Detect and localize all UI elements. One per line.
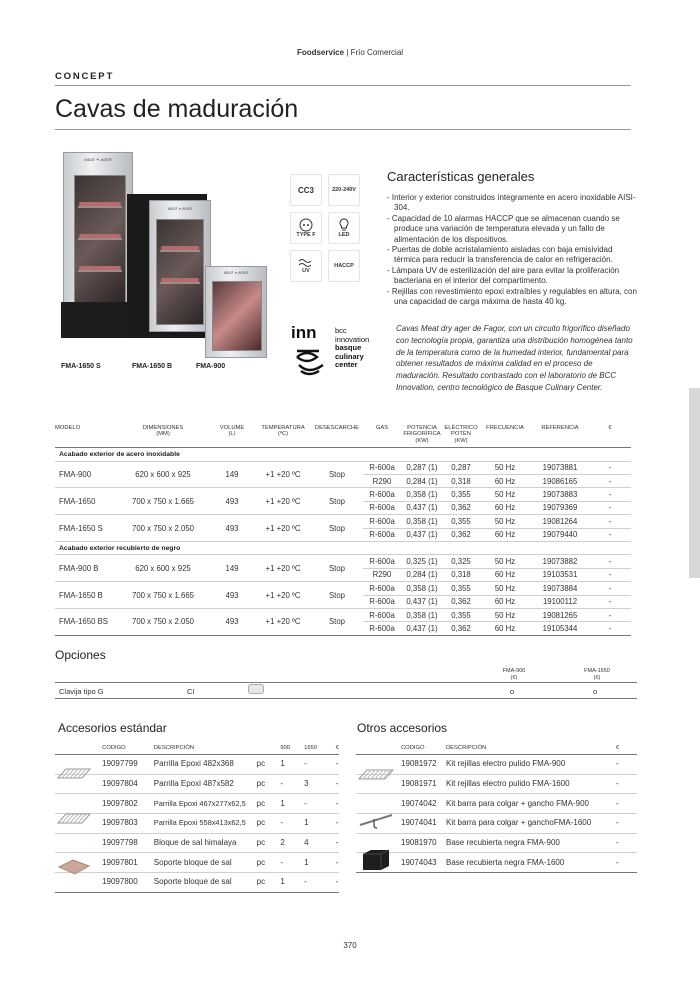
table-cell: - — [304, 873, 336, 893]
table-cell: 620 x 600 x 925 — [117, 555, 209, 582]
table-cell: - — [616, 833, 637, 853]
table-cell: 50 Hz — [479, 488, 531, 501]
fridge-fma-900 — [205, 266, 267, 358]
table-cell: - — [304, 755, 336, 775]
table-row — [55, 794, 339, 814]
table-row — [55, 853, 339, 873]
divider — [55, 129, 631, 130]
list-item: - Puertas de doble acristalamiento aisladas con baja emisividad térmica para reducir la transferencia de calor en refrigeración. — [387, 245, 613, 265]
table-cell: R-600a — [363, 515, 401, 528]
table-cell: 19073882 — [531, 555, 589, 568]
table-row — [55, 582, 631, 595]
table-cell: - — [280, 774, 304, 794]
table-cell: 19097801 — [102, 853, 154, 873]
standard-accessories-table — [55, 745, 339, 893]
options-col-fma-1650: FMA-1650 (€) — [584, 668, 610, 681]
table-cell: - — [616, 774, 637, 794]
table-cell: 1 — [280, 794, 304, 814]
table-cell: 19074041 — [401, 814, 446, 834]
product-description: Cavas Meat dry ager de Fagor, con un circuito frigorífico diseñado con tecnología propia, garantiza una distribución homogénea tanto de la temperatura como de la humedad interior, fundamental para obtener resultados de máxima calidad en el proceso de maduración. Resultado contrastado con el laboratorio de BCC Innovation, centro tecnológico de Basque Culinary Center. — [396, 324, 633, 392]
section-title: Acabado exterior recubierto de negro — [55, 541, 631, 554]
table-section-row — [55, 448, 631, 461]
table-cell: - — [336, 774, 339, 794]
table-cell: 0,325 — [443, 555, 479, 568]
table-cell: R290 — [363, 475, 401, 488]
product-image — [55, 150, 280, 365]
divider — [55, 682, 637, 683]
table-cell: R-600a — [363, 461, 401, 474]
table-cell: - — [336, 833, 339, 853]
characteristics-title: Características generales — [387, 169, 535, 184]
table-cell: 19103531 — [531, 568, 589, 581]
table-cell: pc — [257, 814, 281, 834]
col-header: FRECUENCIA — [479, 424, 531, 448]
cc3-icon: CC3 — [290, 174, 322, 206]
table-cell: 50 Hz — [479, 555, 531, 568]
table-cell: 0,287 (1) — [401, 461, 443, 474]
table-cell: 0,355 — [443, 488, 479, 501]
table-cell: - — [336, 873, 339, 893]
plug-type-f-icon: TYPE F — [290, 212, 322, 244]
table-cell: +1 +20 ºC — [255, 555, 311, 582]
table-cell: 19081971 — [401, 774, 446, 794]
table-cell: 0,355 — [443, 608, 479, 621]
table-cell: - — [336, 794, 339, 814]
table-cell: - — [616, 814, 637, 834]
table-cell: Parrilla Epoxi 487x582 — [154, 774, 257, 794]
table-cell: pc — [257, 833, 281, 853]
table-cell: 0,284 (1) — [401, 568, 443, 581]
table-cell: - — [589, 501, 631, 514]
table-cell: - — [589, 595, 631, 608]
table-cell: Stop — [311, 608, 363, 635]
table-cell: Soporte bloque de sal — [154, 873, 257, 893]
table-cell: +1 +20 ºC — [255, 582, 311, 609]
col-header: REFERENCIA — [531, 424, 589, 448]
hanging-bar-icon — [358, 809, 394, 833]
table-cell: +1 +20 ºC — [255, 461, 311, 488]
table-cell: - — [336, 755, 339, 775]
col-header: DESCRIPCIÓN — [154, 745, 257, 755]
table-cell: 700 x 750 x 2.050 — [117, 608, 209, 635]
brand-header — [0, 48, 700, 57]
black-base-icon — [361, 848, 391, 872]
table-cell: 19097804 — [102, 774, 154, 794]
table-cell: Stop — [311, 515, 363, 542]
standard-accessories-title: Accesorios estándar — [58, 721, 167, 735]
table-cell: R-600a — [363, 555, 401, 568]
table-cell: 493 — [209, 608, 255, 635]
table-cell: - — [589, 488, 631, 501]
table-cell: FMA-900 — [55, 461, 117, 488]
table-cell: R-600a — [363, 488, 401, 501]
table-cell: pc — [257, 794, 281, 814]
table-cell: - — [589, 475, 631, 488]
table-cell: - — [589, 622, 631, 635]
table-cell: 700 x 750 x 2.050 — [117, 515, 209, 542]
option-code: CI — [187, 687, 195, 696]
col-header: ELÉCTRICO POTEN (KW) — [443, 424, 479, 448]
table-cell: R-600a — [363, 501, 401, 514]
table-cell: 700 x 750 x 1.665 — [117, 488, 209, 515]
thumb-cell — [55, 833, 102, 853]
meat-ager-logo: MEAT ✦ AGER — [84, 157, 112, 162]
table-row — [356, 755, 637, 775]
table-cell: 0,362 — [443, 622, 479, 635]
table-cell: - — [280, 853, 304, 873]
grill-rack-icon — [56, 766, 92, 782]
option-label: Clavija tipo G — [59, 687, 104, 696]
list-item: - Rejillas con revestimiento epoxi extraíbles y regulables en altura, con una capacidad de carga máxima de hasta 40 kg. — [387, 286, 637, 307]
table-cell: - — [589, 461, 631, 474]
table-row — [356, 794, 637, 814]
section-title: Acabado exterior de acero inoxidable — [55, 448, 631, 461]
options-title: Opciones — [55, 648, 106, 662]
table-cell: - — [616, 794, 637, 814]
table-cell: - — [589, 555, 631, 568]
plug-g-icon — [248, 684, 264, 694]
table-section-row — [55, 541, 631, 554]
table-cell: 2 — [280, 833, 304, 853]
table-row — [356, 774, 637, 794]
col-header: DIMENSIONES (MM) — [117, 424, 209, 448]
fridge-label: FMA-1650 S — [61, 363, 101, 370]
brand-subtitle: | Frío Comercial — [344, 48, 404, 57]
table-row — [55, 608, 631, 621]
table-row — [356, 814, 637, 834]
table-cell: - — [589, 515, 631, 528]
options-col-fma-900: FMA-900 (€) — [502, 668, 526, 681]
table-cell: 19081265 — [531, 608, 589, 621]
grill-rack-icon — [56, 810, 92, 828]
table-cell: 50 Hz — [479, 515, 531, 528]
table-cell: FMA-1650 S — [55, 515, 117, 542]
table-cell: pc — [257, 755, 281, 775]
table-cell: R290 — [363, 568, 401, 581]
option-value: o — [510, 687, 515, 696]
table-cell: 1 — [304, 814, 336, 834]
table-cell: 0,358 (1) — [401, 488, 443, 501]
table-cell: FMA-900 B — [55, 555, 117, 582]
table-cell: 700 x 750 x 1.665 — [117, 582, 209, 609]
table-cell: +1 +20 ºC — [255, 515, 311, 542]
salt-block-icon — [57, 857, 91, 877]
table-cell: 1 — [304, 853, 336, 873]
table-cell: Kit rejillas electro pulido FMA-900 — [446, 755, 616, 775]
table-cell: Stop — [311, 555, 363, 582]
table-cell: - — [589, 568, 631, 581]
table-cell: - — [589, 582, 631, 595]
table-row — [55, 515, 631, 528]
page-number: 370 — [343, 941, 357, 950]
table-cell: - — [304, 794, 336, 814]
table-cell: 0,437 (1) — [401, 622, 443, 635]
table-cell: R-600a — [363, 622, 401, 635]
table-row — [356, 853, 637, 873]
table-cell: 19073881 — [531, 461, 589, 474]
table-cell: +1 +20 ºC — [255, 608, 311, 635]
table-cell: Bloque de sal himalaya — [154, 833, 257, 853]
table-cell: 0,355 — [443, 515, 479, 528]
table-cell: 19073883 — [531, 488, 589, 501]
table-cell: Soporte bloque de sal — [154, 853, 257, 873]
table-cell: Parrilla Epoxi 482x368 — [154, 755, 257, 775]
list-item: - Lámpara UV de esterilización del aire para evitar la proliferación bacteriana en el interior del compartimento. — [387, 265, 620, 286]
table-cell: 19097800 — [102, 873, 154, 893]
table-cell: 0,358 (1) — [401, 582, 443, 595]
table-cell: 19074042 — [401, 794, 446, 814]
other-accessories-title: Otros accesorios — [357, 721, 448, 735]
other-accessories-table — [356, 745, 637, 873]
col-header — [257, 745, 281, 755]
table-cell: 19097802 — [102, 794, 154, 814]
table-cell: Stop — [311, 461, 363, 488]
table-cell: - — [589, 608, 631, 621]
table-cell: 0,358 (1) — [401, 608, 443, 621]
table-cell: 19097799 — [102, 755, 154, 775]
col-header: € — [616, 745, 637, 755]
table-row — [55, 461, 631, 474]
table-cell: 3 — [304, 774, 336, 794]
table-cell: 60 Hz — [479, 528, 531, 541]
table-cell: 60 Hz — [479, 568, 531, 581]
uv-icon: UV — [290, 250, 322, 282]
list-item: - Capacidad de 10 alarmas HACCP que se almacenan cuando se produce una variación de temperatura elevada y un fallo de alimentación de los dispositivos. — [387, 213, 620, 244]
table-row — [55, 873, 339, 893]
col-header: VOLUME (L) — [209, 424, 255, 448]
voltage-icon: 220-240V — [328, 174, 360, 206]
table-cell: 0,287 — [443, 461, 479, 474]
table-cell: 19081264 — [531, 515, 589, 528]
table-cell: 4 — [304, 833, 336, 853]
table-cell: FMA-1650 — [55, 488, 117, 515]
meat-ager-logo: MEAT ✦ AGER — [167, 207, 192, 211]
table-cell: - — [336, 814, 339, 834]
table-cell: 19081970 — [401, 833, 446, 853]
table-cell: Parrilla Epoxi 558x413x62,5 — [154, 814, 257, 834]
fridge-fma-1650-b-door — [149, 200, 211, 332]
col-header: € — [336, 745, 339, 755]
table-cell: 19086165 — [531, 475, 589, 488]
divider — [55, 85, 631, 86]
table-cell: 620 x 600 x 925 — [117, 461, 209, 488]
table-cell: - — [616, 853, 637, 873]
table-cell: Kit barra para colgar + ganchoFMA-1600 — [446, 814, 616, 834]
meat-ager-logo: MEAT ✦ AGER — [223, 271, 248, 275]
table-cell: FMA-1650 BS — [55, 608, 117, 635]
table-cell: Stop — [311, 582, 363, 609]
table-row — [55, 833, 339, 853]
table-cell: +1 +20 ºC — [255, 488, 311, 515]
col-header: 900 — [280, 745, 304, 755]
col-header: DESESCARCHE — [311, 424, 363, 448]
table-cell: 19073884 — [531, 582, 589, 595]
table-cell: Kit rejillas electro pulido FMA-1600 — [446, 774, 616, 794]
section-label: CONCEPT — [55, 71, 115, 82]
fridge-label: FMA-1650 B — [132, 363, 173, 370]
table-cell: 19097803 — [102, 814, 154, 834]
table-cell: - — [589, 528, 631, 541]
table-cell: 19079369 — [531, 501, 589, 514]
table-cell: 0,284 (1) — [401, 475, 443, 488]
table-cell: 1 — [280, 755, 304, 775]
col-header: CODIGO — [401, 745, 446, 755]
col-header: 1650 — [304, 745, 336, 755]
col-header: POTENCIA FRIGORÍFICA (KW) — [401, 424, 443, 448]
table-row — [55, 488, 631, 501]
table-cell: 19097798 — [102, 833, 154, 853]
table-cell: 19081972 — [401, 755, 446, 775]
table-cell: 149 — [209, 461, 255, 488]
table-row — [55, 755, 339, 775]
brand-name: Foodservice — [296, 48, 345, 57]
table-cell: Parrilla Epoxi 467x277x62,5 — [154, 794, 257, 814]
side-tab — [689, 388, 700, 578]
table-row — [55, 555, 631, 568]
bcc-innovation-logo: inn bcc innovation basque culinary center — [291, 323, 381, 379]
table-cell: 0,362 — [443, 595, 479, 608]
col-header: CODIGO — [102, 745, 154, 755]
table-cell: pc — [257, 774, 281, 794]
table-cell: 0,362 — [443, 501, 479, 514]
col-header: GAS — [363, 424, 401, 448]
table-cell: FMA-1650 B — [55, 582, 117, 609]
table-cell: 0,355 — [443, 582, 479, 595]
table-cell: 1 — [280, 873, 304, 893]
list-item: - Interior y exterior construidos íntegramente en acero inoxidable AISI-304. — [387, 193, 636, 213]
page-title: Cavas de maduración — [55, 95, 299, 123]
table-cell: 149 — [209, 555, 255, 582]
table-cell: 493 — [209, 582, 255, 609]
table-cell: 19079440 — [531, 528, 589, 541]
table-cell: - — [280, 814, 304, 834]
table-cell: 60 Hz — [479, 622, 531, 635]
table-row — [55, 814, 339, 834]
table-row — [356, 833, 637, 853]
table-cell: Stop — [311, 488, 363, 515]
table-cell: 0,325 (1) — [401, 555, 443, 568]
table-cell: 50 Hz — [479, 461, 531, 474]
table-cell: 50 Hz — [479, 582, 531, 595]
table-cell: pc — [257, 853, 281, 873]
table-cell: R-600a — [363, 608, 401, 621]
specs-table — [55, 424, 631, 636]
table-cell: pc — [257, 873, 281, 893]
table-cell: Kit barra para colgar + gancho FMA-900 — [446, 794, 616, 814]
table-cell: 0,437 (1) — [401, 528, 443, 541]
table-cell: 60 Hz — [479, 595, 531, 608]
table-row — [55, 774, 339, 794]
table-cell: Base recubierta negra FMA-1600 — [446, 853, 616, 873]
table-cell: - — [336, 853, 339, 873]
led-icon: LED — [328, 212, 360, 244]
table-cell: 0,362 — [443, 528, 479, 541]
haccp-icon: HACCP — [328, 250, 360, 282]
table-cell: R-600a — [363, 595, 401, 608]
divider — [55, 698, 637, 699]
characteristics-list — [387, 193, 637, 307]
col-header: MODELO — [55, 424, 117, 448]
fridge-label: FMA-900 — [196, 363, 226, 370]
col-header: DESCRIPCIÓN — [446, 745, 616, 755]
black-base — [61, 302, 135, 338]
table-cell: R-600a — [363, 528, 401, 541]
table-cell: 493 — [209, 515, 255, 542]
table-cell: Base recubierta negra FMA-900 — [446, 833, 616, 853]
col-header: TEMPERATURA (ºC) — [255, 424, 311, 448]
table-cell: 0,437 (1) — [401, 595, 443, 608]
table-cell: 0,437 (1) — [401, 501, 443, 514]
table-cell: 19100112 — [531, 595, 589, 608]
table-cell: 0,318 — [443, 475, 479, 488]
table-cell: 19074043 — [401, 853, 446, 873]
table-cell: R-600a — [363, 582, 401, 595]
table-cell: 0,358 (1) — [401, 515, 443, 528]
grill-rack-icon — [357, 767, 395, 783]
table-cell: 0,318 — [443, 568, 479, 581]
table-cell: 60 Hz — [479, 501, 531, 514]
table-cell: 493 — [209, 488, 255, 515]
table-cell: 60 Hz — [479, 475, 531, 488]
option-value: o — [593, 687, 598, 696]
table-cell: 19105344 — [531, 622, 589, 635]
table-cell: - — [616, 755, 637, 775]
table-cell: 50 Hz — [479, 608, 531, 621]
col-header: € — [589, 424, 631, 448]
